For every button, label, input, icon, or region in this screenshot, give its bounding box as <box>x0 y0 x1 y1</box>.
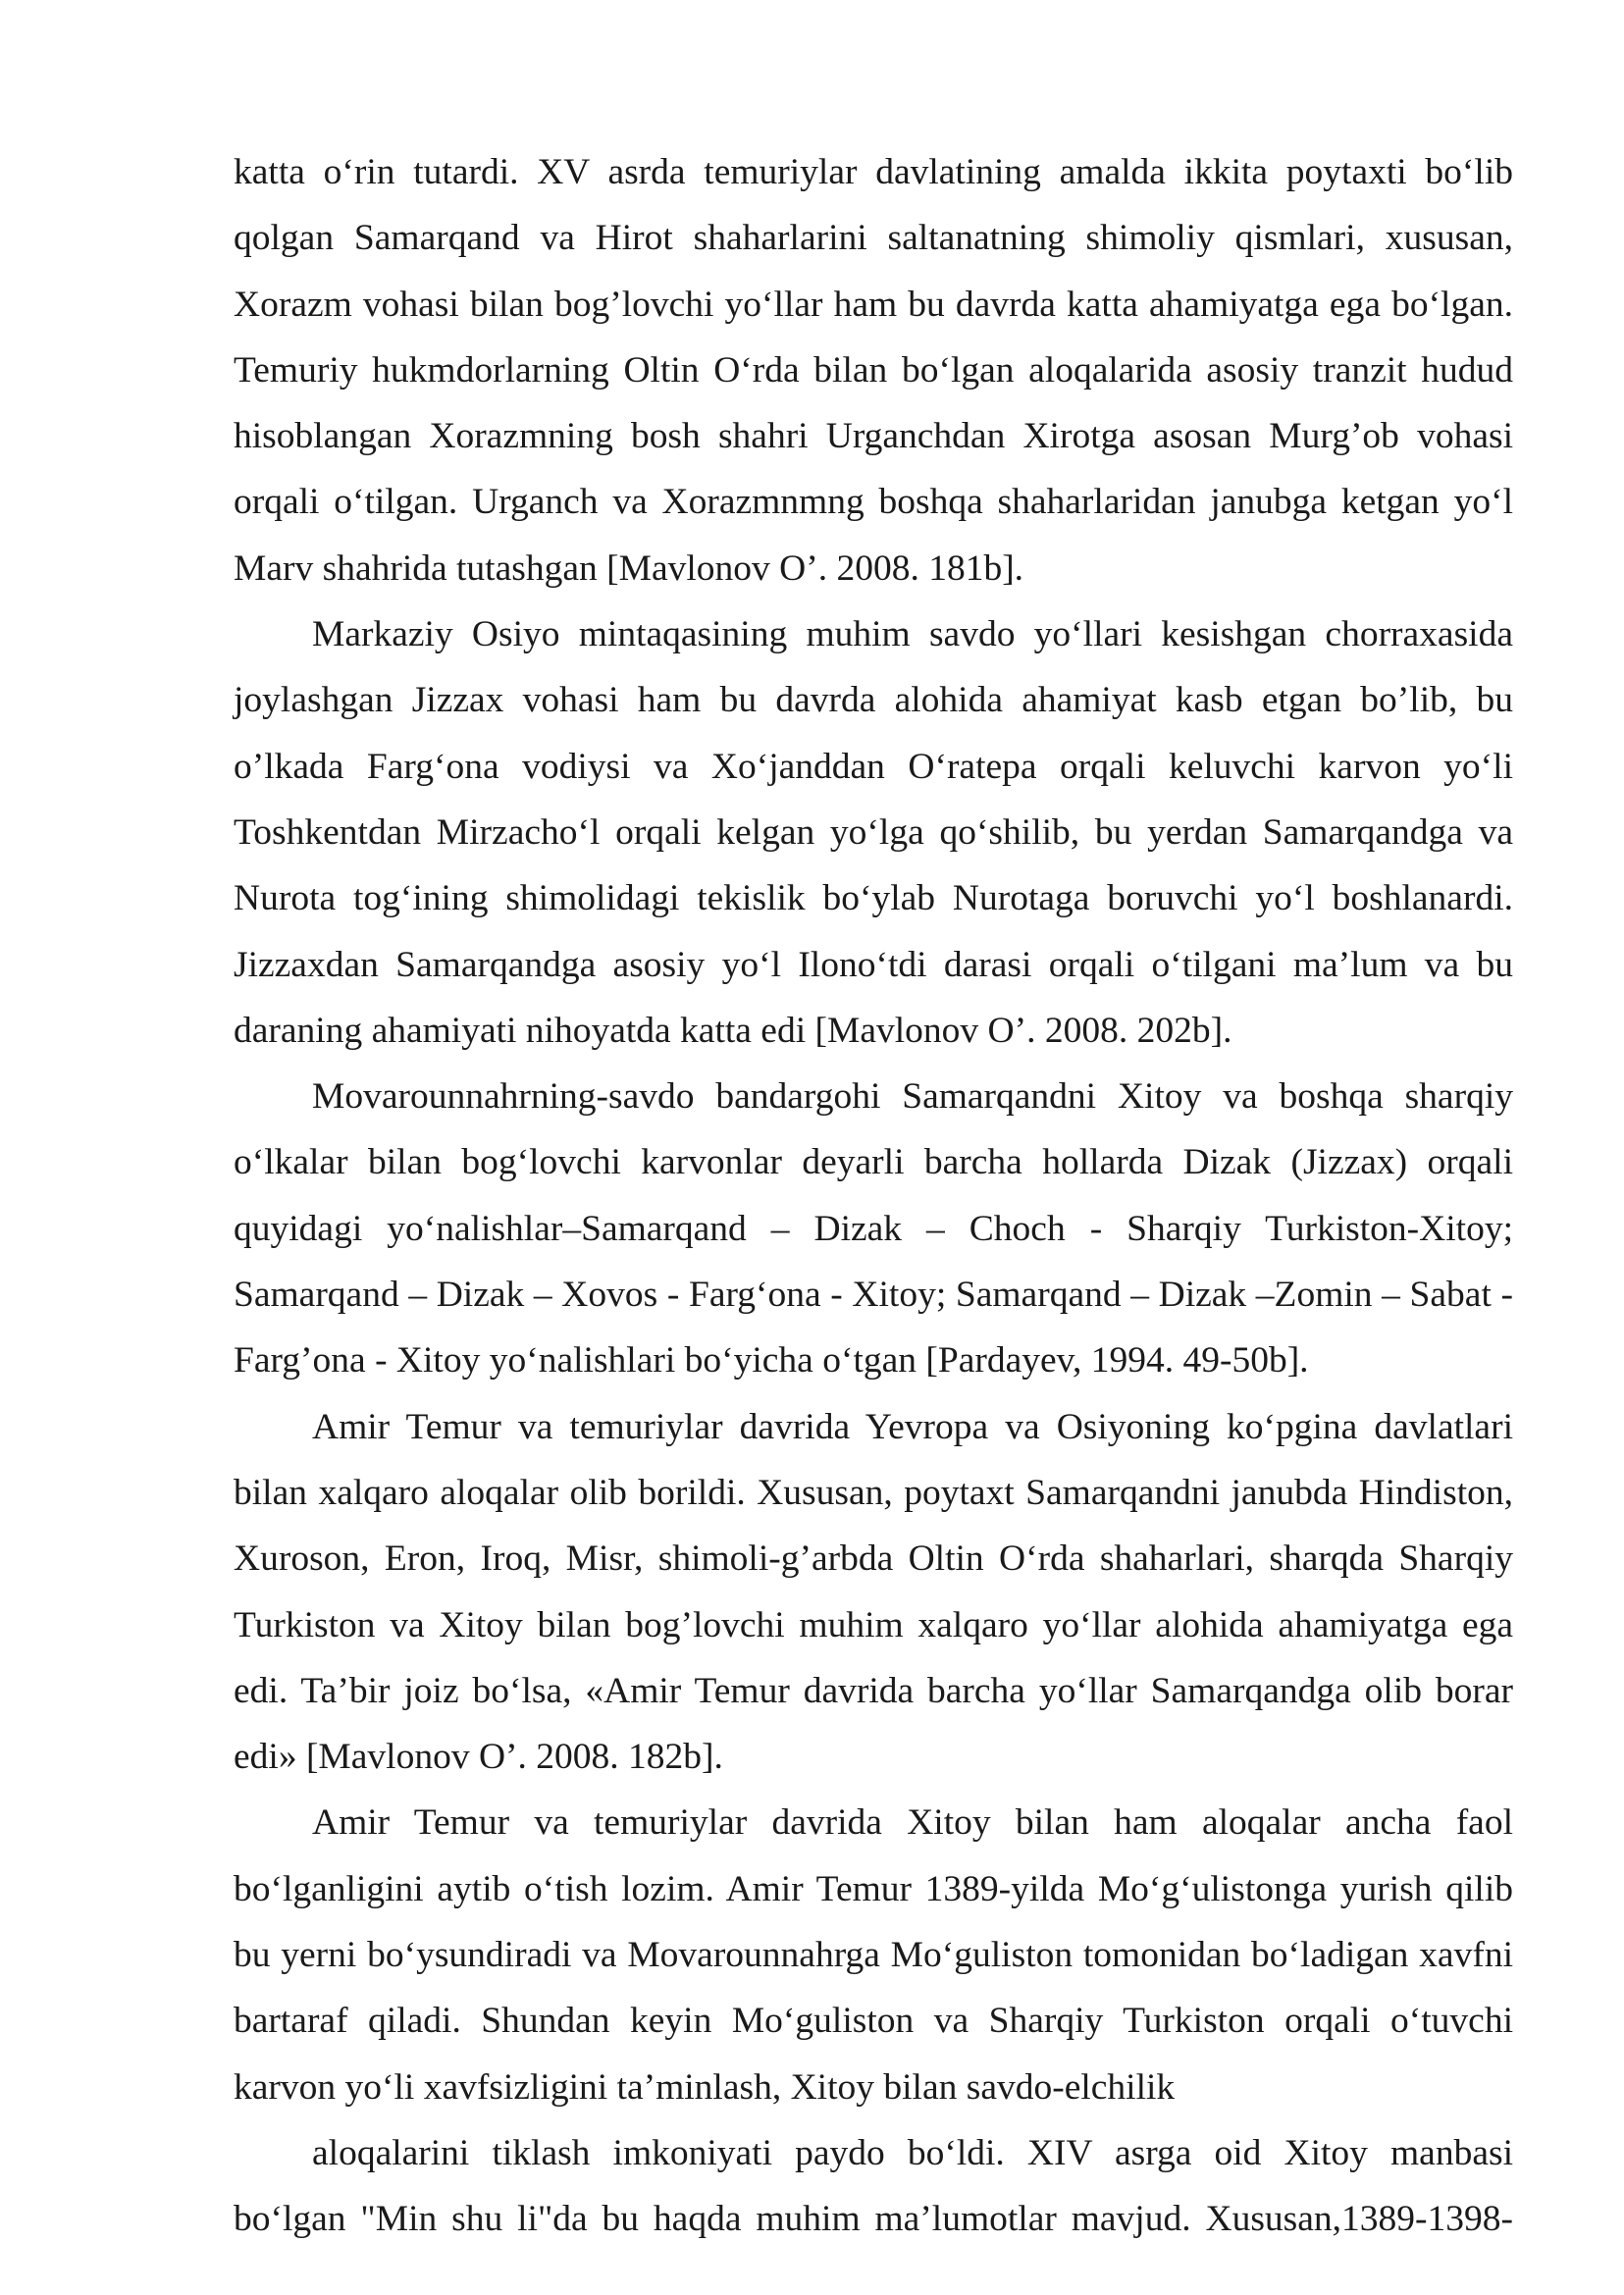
paragraph-3: Movarounnahrning-savdo bandargohi Samarqandni Xitoy va boshqa sharqiy o‘lkalar bilan bog‘lovchi karvonlar deyarli barcha hollarda Dizak (Jizzax) orqali quyidagi yo‘nalishlar–Samarqand – Dizak – Choch - Sharqiy Turkiston-Xitoy; Samarqand – Dizak – Xovos - Farg‘ona - Xitoy; Samarqand – Dizak –Zomin – Sabat - Farg’ona - Xitoy yo‘nalishlari bo‘yicha o‘tgan [Pardayev, 1994. 49-50b]. <box>234 1076 1513 1382</box>
paragraph-1: katta o‘rin tutardi. XV asrda temuriylar davlatining amalda ikkita poytaxti bo‘lib qolgan Samarqand va Hirot shaharlarini saltanatning shimoliy qismlari, xususan, Xorazm vohasi bilan bog’lovchi yo‘llar ham bu davrda katta ahamiyatga ega bo‘lgan. Temuriy hukmdorlarning Oltin O‘rda bilan bo‘lgan aloqalarida asosiy tranzit hudud hisoblangan Xorazmning bosh shahri Urganchdan Xirotga asosan Murg’ob vohasi orqali o‘tilgan. Urganch va Xorazmnmng boshqa shaharlaridan janubga ketgan yo‘l Marv shahrida tutashgan [Mavlonov O’. 2008. 181b]. <box>234 152 1513 589</box>
paragraph-2: Markaziy Osiyo mintaqasining muhim savdo yo‘llari kesishgan chorraxasida joylashgan Jizzax vohasi ham bu davrda alohida ahamiyat kasb etgan bo’lib, bu o’lkada Farg‘ona vodiysi va Xo‘janddan O‘ratepa orqali keluvchi karvon yo‘li Toshkentdan Mirzacho‘l orqali kelgan yo‘lga qo‘shilib, bu yerdan Samarqandga va Nurota tog‘ining shimolidagi tekislik bo‘ylab Nurotaga boruvchi yo‘l boshlanardi. Jizzaxdan Samarqandga asosiy yo‘l Ilono‘tdi darasi orqali o‘tilgani ma’lum va bu daraning ahamiyati nihoyatda katta edi [Mavlonov O’. 2008. 202b]. <box>234 614 1513 1051</box>
paragraph-4: Amir Temur va temuriylar davrida Yevropa va Osiyoning ko‘pgina davlatlari bilan xalqaro aloqalar olib borildi. Xususan, poytaxt Samarqandni janubda Hindiston, Xuroson, Eron, Iroq, Misr, shimoli-g’arbda Oltin O‘rda shaharlari, sharqda Sharqiy Turkiston va Xitoy bilan bog’lovchi muhim xalqaro yo‘llar alohida ahamiyatga ega edi. Ta’bir joiz bo‘lsa, «Amir Temur davrida barcha yo‘llar Samarqandga olib borar edi» [Mavlonov O’. 2008. 182b]. <box>234 1406 1513 1778</box>
paragraph-5: Amir Temur va temuriylar davrida Xitoy bilan ham aloqalar ancha faol bo‘lganligini aytib o‘tish lozim. Amir Temur 1389-yilda Mo‘g‘ulistonga yurish qilib bu yerni bo‘ysundiradi va Movarounnahrga Mo‘guliston tomonidan bo‘ladigan xavfni bartaraf qiladi. Shundan keyin Mo‘guliston va Sharqiy Turkiston orqali o‘tuvchi karvon yo‘li xavfsizligini ta’minlash, Xitoy bilan savdo-elchilik <box>234 1802 1513 2108</box>
paragraph-6: aloqalarini tiklash imkoniyati paydo bo‘ldi. XIV asrga oid Xitoy manbasi bo‘lgan "Min shu li"da bu haqda muhim ma’lumotlar mavjud. Xususan,1389-1398- <box>234 2132 1513 2240</box>
document-body <box>234 139 1513 2253</box>
